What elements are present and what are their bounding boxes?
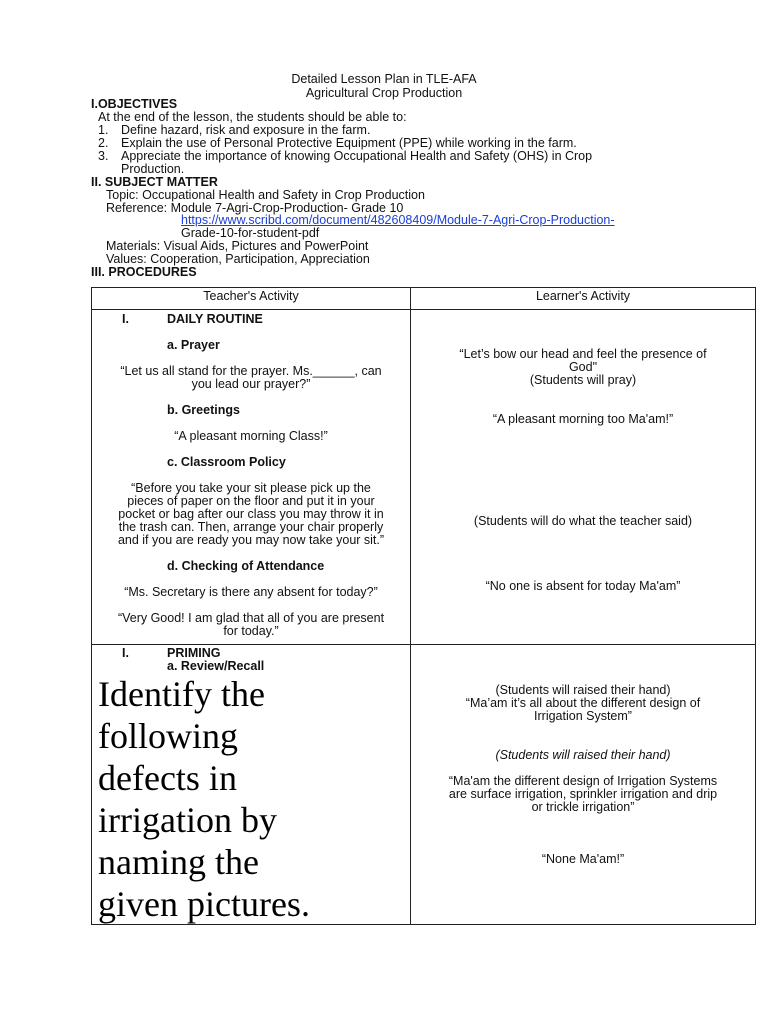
teacher-activity-label: Teacher's Activity: [203, 289, 299, 303]
priming-learner-cell: [411, 645, 756, 925]
policy-text-line: pieces of paper on the floor and put it in your: [127, 494, 375, 508]
learner-prayer-line: (Students will pray): [529, 373, 637, 387]
objective-item-3: Appreciate the importance of knowing Occupational Health and Safety (OHS) in Crop: [121, 149, 593, 163]
subject-reference: Reference: Module 7-Agri-Crop-Production- Grade 10: [106, 201, 404, 215]
learner-activity-header: [411, 288, 756, 310]
objectives-intro: At the end of the lesson, the students should be able to:: [98, 110, 407, 124]
learner-priming-line: “Ma’am it’s all about the different design of: [465, 696, 701, 710]
learner-attendance-response: “No one is absent for today Ma'am”: [485, 579, 681, 593]
greetings-label: b. Greetings: [167, 403, 240, 417]
learner-priming-line: Irrigation System”: [534, 709, 632, 723]
objective-item-2: Explain the use of Personal Protective Equipment (PPE) while working in the farm.: [121, 136, 577, 150]
review-recall-label: a. Review/Recall: [167, 659, 265, 673]
learner-priming-line: “Ma'am the different design of Irrigation Systems: [448, 774, 718, 788]
prayer-text-line: “Let us all stand for the prayer. Ms.______, can: [120, 364, 382, 378]
priming-number: I.: [122, 646, 129, 660]
learner-priming-line: (Students will raised their hand): [495, 683, 671, 697]
attendance-text-line: for today.”: [223, 624, 279, 638]
daily-routine-number: I.: [122, 312, 129, 326]
document-subtitle: Agricultural Crop Production: [305, 86, 463, 100]
classroom-policy-label: c. Classroom Policy: [167, 455, 286, 469]
daily-routine-learner-cell: [411, 310, 756, 645]
learner-activity-label: Learner's Activity: [535, 289, 631, 303]
policy-text-line: and if you are ready you may now take your sit.”: [117, 533, 385, 547]
table-row: [92, 310, 756, 645]
policy-text-line: “Before you take your sit please pick up the: [131, 481, 371, 495]
subject-materials: Materials: Visual Aids, Pictures and PowerPoint: [106, 239, 369, 253]
policy-text-line: pocket or bag after our class you may throw it in: [118, 507, 384, 521]
subject-topic: Topic: Occupational Health and Safety in Crop Production: [106, 188, 425, 202]
prompt-line: naming the: [98, 842, 259, 882]
objective-number-1: 1.: [98, 123, 109, 137]
subject-matter-heading: II. SUBJECT MATTER: [91, 175, 218, 189]
attendance-text-line: “Very Good! I am glad that all of you are present: [117, 611, 385, 625]
procedures-heading: III. PROCEDURES: [91, 265, 197, 279]
subject-values: Values: Cooperation, Participation, Appreciation: [106, 252, 370, 266]
prompt-line: following: [98, 716, 238, 756]
learner-priming-line: are surface irrigation, sprinkler irrigation and drip: [448, 787, 718, 801]
daily-routine-heading: DAILY ROUTINE: [167, 312, 263, 326]
greetings-text: “A pleasant morning Class!”: [174, 429, 328, 443]
objective-number-3: 3.: [98, 149, 109, 163]
objective-item-1: Define hazard, risk and exposure in the farm.: [121, 123, 371, 137]
objective-number-2: 2.: [98, 136, 109, 150]
document-title: Detailed Lesson Plan in TLE-AFA: [291, 72, 477, 86]
learner-priming-line: “None Ma'am!”: [541, 852, 625, 866]
priming-heading: PRIMING: [167, 646, 221, 660]
learner-greeting: “A pleasant morning too Ma'am!”: [492, 412, 674, 426]
learner-priming-line: or trickle irrigation”: [531, 800, 635, 814]
learner-policy-response: (Students will do what the teacher said): [473, 514, 693, 528]
table-row: [92, 645, 756, 925]
table-header-row: [92, 288, 756, 310]
reference-link[interactable]: https://www.scribd.com/document/482608409/Module-7-Agri-Crop-Production-: [181, 213, 615, 227]
objective-item-3-cont: Production.: [121, 162, 185, 176]
learner-priming-line: (Students will raised their hand): [495, 748, 671, 762]
attendance-text-line: “Ms. Secretary is there any absent for today?”: [124, 585, 378, 599]
policy-text-line: the trash can. Then, arrange your chair properly: [118, 520, 384, 534]
objectives-heading: I.OBJECTIVES: [91, 97, 178, 111]
priming-teacher-cell: [92, 645, 411, 925]
prayer-text-line: you lead our prayer?”: [191, 377, 311, 391]
procedures-table: [91, 287, 756, 925]
daily-routine-teacher-cell: [92, 310, 411, 645]
teacher-activity-header: [92, 288, 411, 310]
prompt-line: defects in: [98, 758, 237, 798]
identify-defects-prompt: [98, 673, 310, 925]
reference-link-cont: Grade-10-for-student-pdf: [181, 226, 320, 240]
prompt-line: Identify the: [98, 674, 265, 714]
prompt-line: irrigation by: [98, 800, 277, 840]
prayer-label: a. Prayer: [167, 338, 220, 352]
attendance-label: d. Checking of Attendance: [167, 559, 325, 573]
learner-prayer-line: “Let’s bow our head and feel the presence of: [459, 347, 707, 361]
learner-prayer-line: God": [568, 360, 598, 374]
prompt-line: given pictures.: [98, 884, 310, 924]
